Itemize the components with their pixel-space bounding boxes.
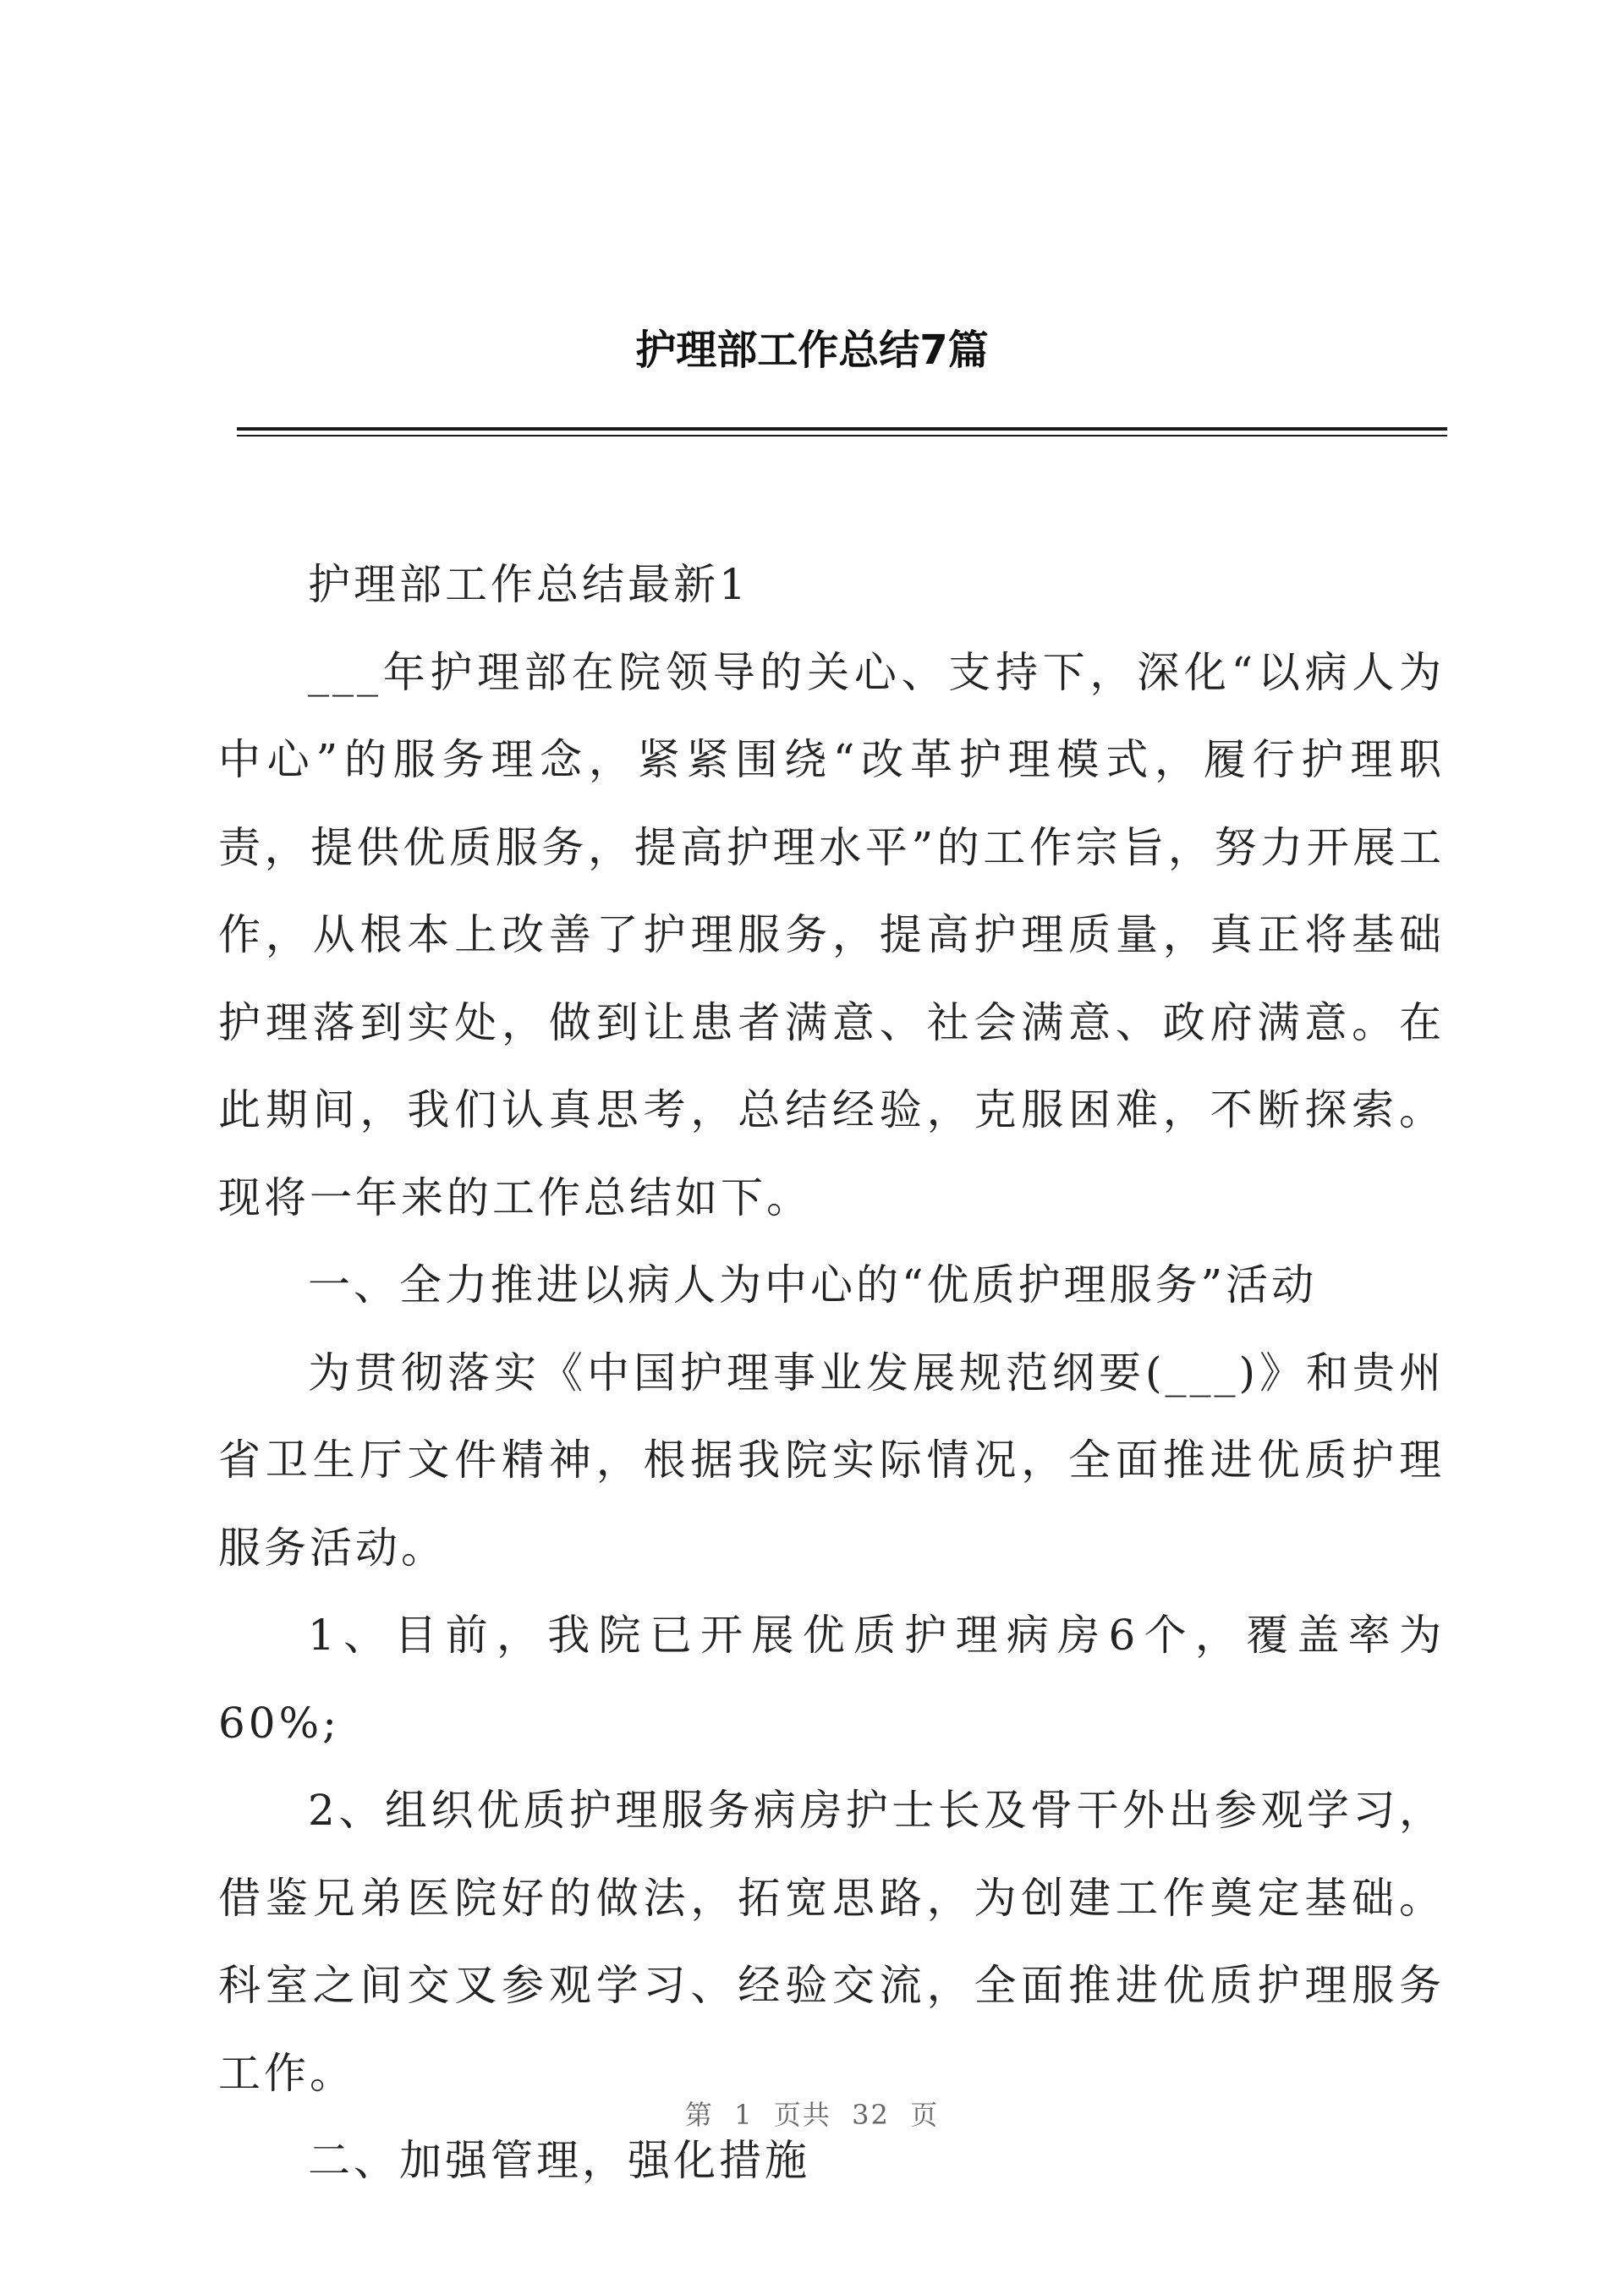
total-pages-number: 32 (852, 2099, 890, 2131)
page-footer (0, 2098, 1624, 2132)
footer-mid: 页共 (773, 2099, 831, 2131)
footer-suffix: 页 (910, 2099, 940, 2131)
section-heading: 二、加强管理，强化措施 (308, 2136, 810, 2185)
paragraph: 为贯彻落实《中国护理事业发展规范纲要(___)》和贵州省卫生厅文件精神，根据我院实际情况，全面推进优质护理服务活动。 (218, 1348, 1445, 1573)
section-heading: 护理部工作总结最新1 (308, 560, 749, 609)
footer-prefix: 第 (684, 2099, 714, 2131)
title-divider-thick (237, 427, 1447, 431)
paragraph: ___年护理部在院领导的关心、支持下，深化“以病人为中心”的服务理念，紧紧围绕“改革护理模式，履行护理职责，提供优质服务，提高护理水平”的工作宗旨，努力开展工作，从根本上改善了护理服务，提高护理质量，真正将基础护理落到实处，做到让患者满意、社会满意、政府满意。在此期间，我们认真思考，总结经验，克服困难，不断探索。现将一年来的工作总结如下。 (218, 647, 1445, 1222)
title-divider-thin (237, 435, 1447, 436)
section-heading: 一、全力推进以病人为中心的“优质护理服务”活动 (308, 1260, 1318, 1309)
list-item: 1、目前，我院已开展优质护理病房6个，覆盖率为60%; (218, 1611, 1445, 1748)
current-page-number: 1 (734, 2099, 754, 2131)
document-title: 护理部工作总结7篇 (635, 327, 989, 374)
list-item: 2、组织优质护理服务病房护士长及骨干外出参观学习，借鉴兄弟医院好的做法，拓宽思路，为创建工作奠定基础。科室之间交叉参观学习、经验交流，全面推进优质护理服务工作。 (218, 1786, 1445, 2098)
document-body (218, 541, 1445, 2205)
